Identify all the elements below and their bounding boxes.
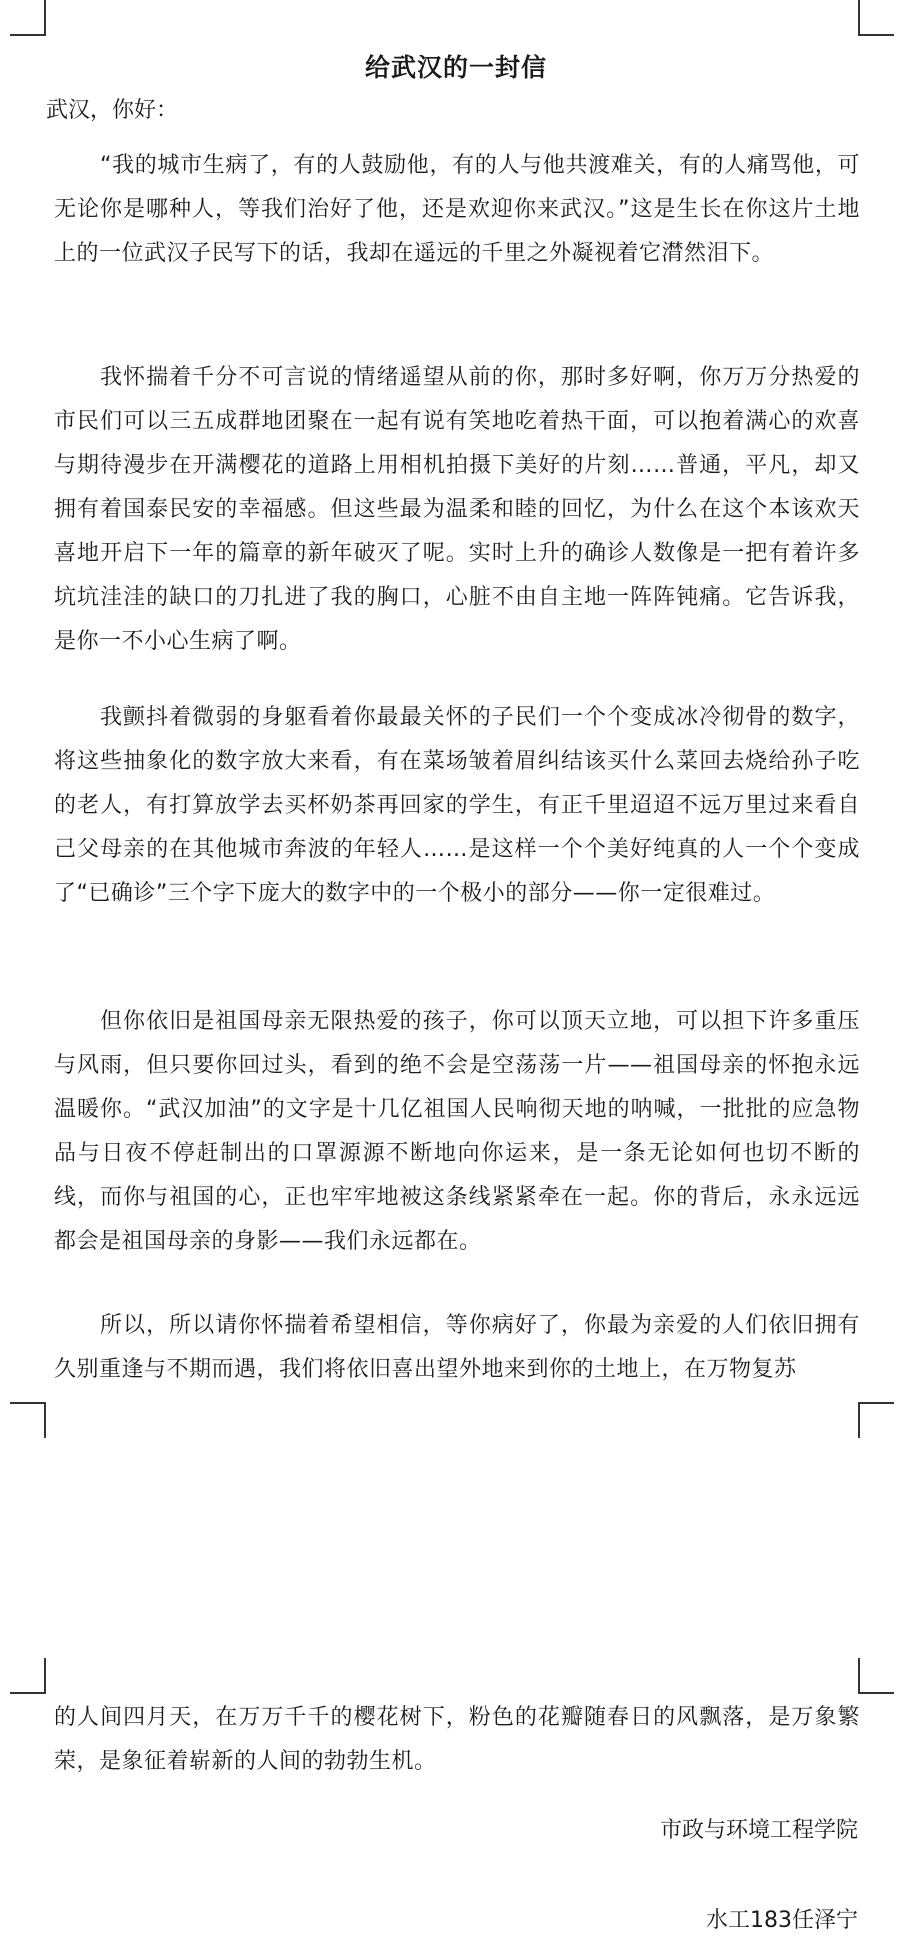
crop-mark-bottom-left [10, 1402, 46, 1438]
paragraph-1: “我的城市生病了，有的人鼓励他，有的人与他共渡难关，有的人痛骂他，可无论你是哪种人，等我们治好了他，还是欢迎你来武汉。”这是生长在你这片土地上的一位武汉子民写下的话，我却在遥远的千里之外凝视着它潸然泪下。 [54, 153, 860, 266]
signature-author: 水工183任泽宁 [706, 1908, 858, 1933]
crop-mark-top-right [858, 0, 894, 36]
letter-title: 给武汉的一封信 [364, 53, 547, 82]
crop-mark-page2-top-right [858, 1658, 894, 1694]
crop-mark-top-left [10, 0, 46, 36]
paragraph-4: 但你依旧是祖国母亲无限热爱的孩子，你可以顶天立地，可以担下许多重压与风雨，但只要你回过头，看到的绝不会是空荡荡一片——祖国母亲的怀抱永远温暖你。“武汉加油”的文字是十几亿祖国人民响彻天地的呐喊，一批批的应急物品与日夜不停赶制出的口罩源源不断地向你运来，是一条无论如何也切不断的线，而你与祖国的心，正也牢牢地被这条线紧紧牵在一起。你的背后，永永远远都会是祖国母亲的身影——我们永远都在。 [54, 1009, 860, 1254]
paragraph-3: 我颤抖着微弱的身躯看着你最最关怀的子民们一个个变成冰冷彻骨的数字，将这些抽象化的数字放大来看，有在菜场皱着眉纠结该买什么菜回去烧给孙子吃的老人，有打算放学去买杯奶茶再回家的学生，有正千里迢迢不远万里过来看自己父母亲的在其他城市奔波的年轻人……是这样一个个美好纯真的人一个个变成了“已确诊”三个字下庞大的数字中的一个极小的部分——你一定很难过。 [54, 705, 860, 906]
crop-mark-bottom-right [858, 1402, 894, 1438]
letter-greeting: 武汉，你好： [46, 98, 179, 123]
paragraph-5-continued: 的人间四月天，在万万千千的樱花树下，粉色的花瓣随春日的风飘落，是万象繁荣，是象征着崭新的人间的勃勃生机。 [54, 1705, 860, 1774]
paragraph-5: 所以，所以请你怀揣着希望相信，等你病好了，你最为亲爱的人们依旧拥有久别重逢与不期而遇，我们将依旧喜出望外地来到你的土地上，在万物复苏 [54, 1313, 860, 1382]
signature-school: 市政与环境工程学院 [659, 1818, 858, 1843]
crop-mark-page2-top-left [10, 1658, 46, 1694]
paragraph-2: 我怀揣着千分不可言说的情绪遥望从前的你，那时多好啊，你万万分热爱的市民们可以三五成群地团聚在一起有说有笑地吃着热干面，可以抱着满心的欢喜与期待漫步在开满樱花的道路上用相机拍摄下美好的片刻……普通，平凡，却又拥有着国泰民安的幸福感。但这些最为温柔和睦的回忆，为什么在这个本该欢天喜地开启下一年的篇章的新年破灭了呢。实时上升的确诊人数像是一把有着许多坑坑洼洼的缺口的刀扎进了我的胸口，心脏不由自主地一阵阵钝痛。它告诉我，是你一不小心生病了啊。 [54, 365, 860, 654]
